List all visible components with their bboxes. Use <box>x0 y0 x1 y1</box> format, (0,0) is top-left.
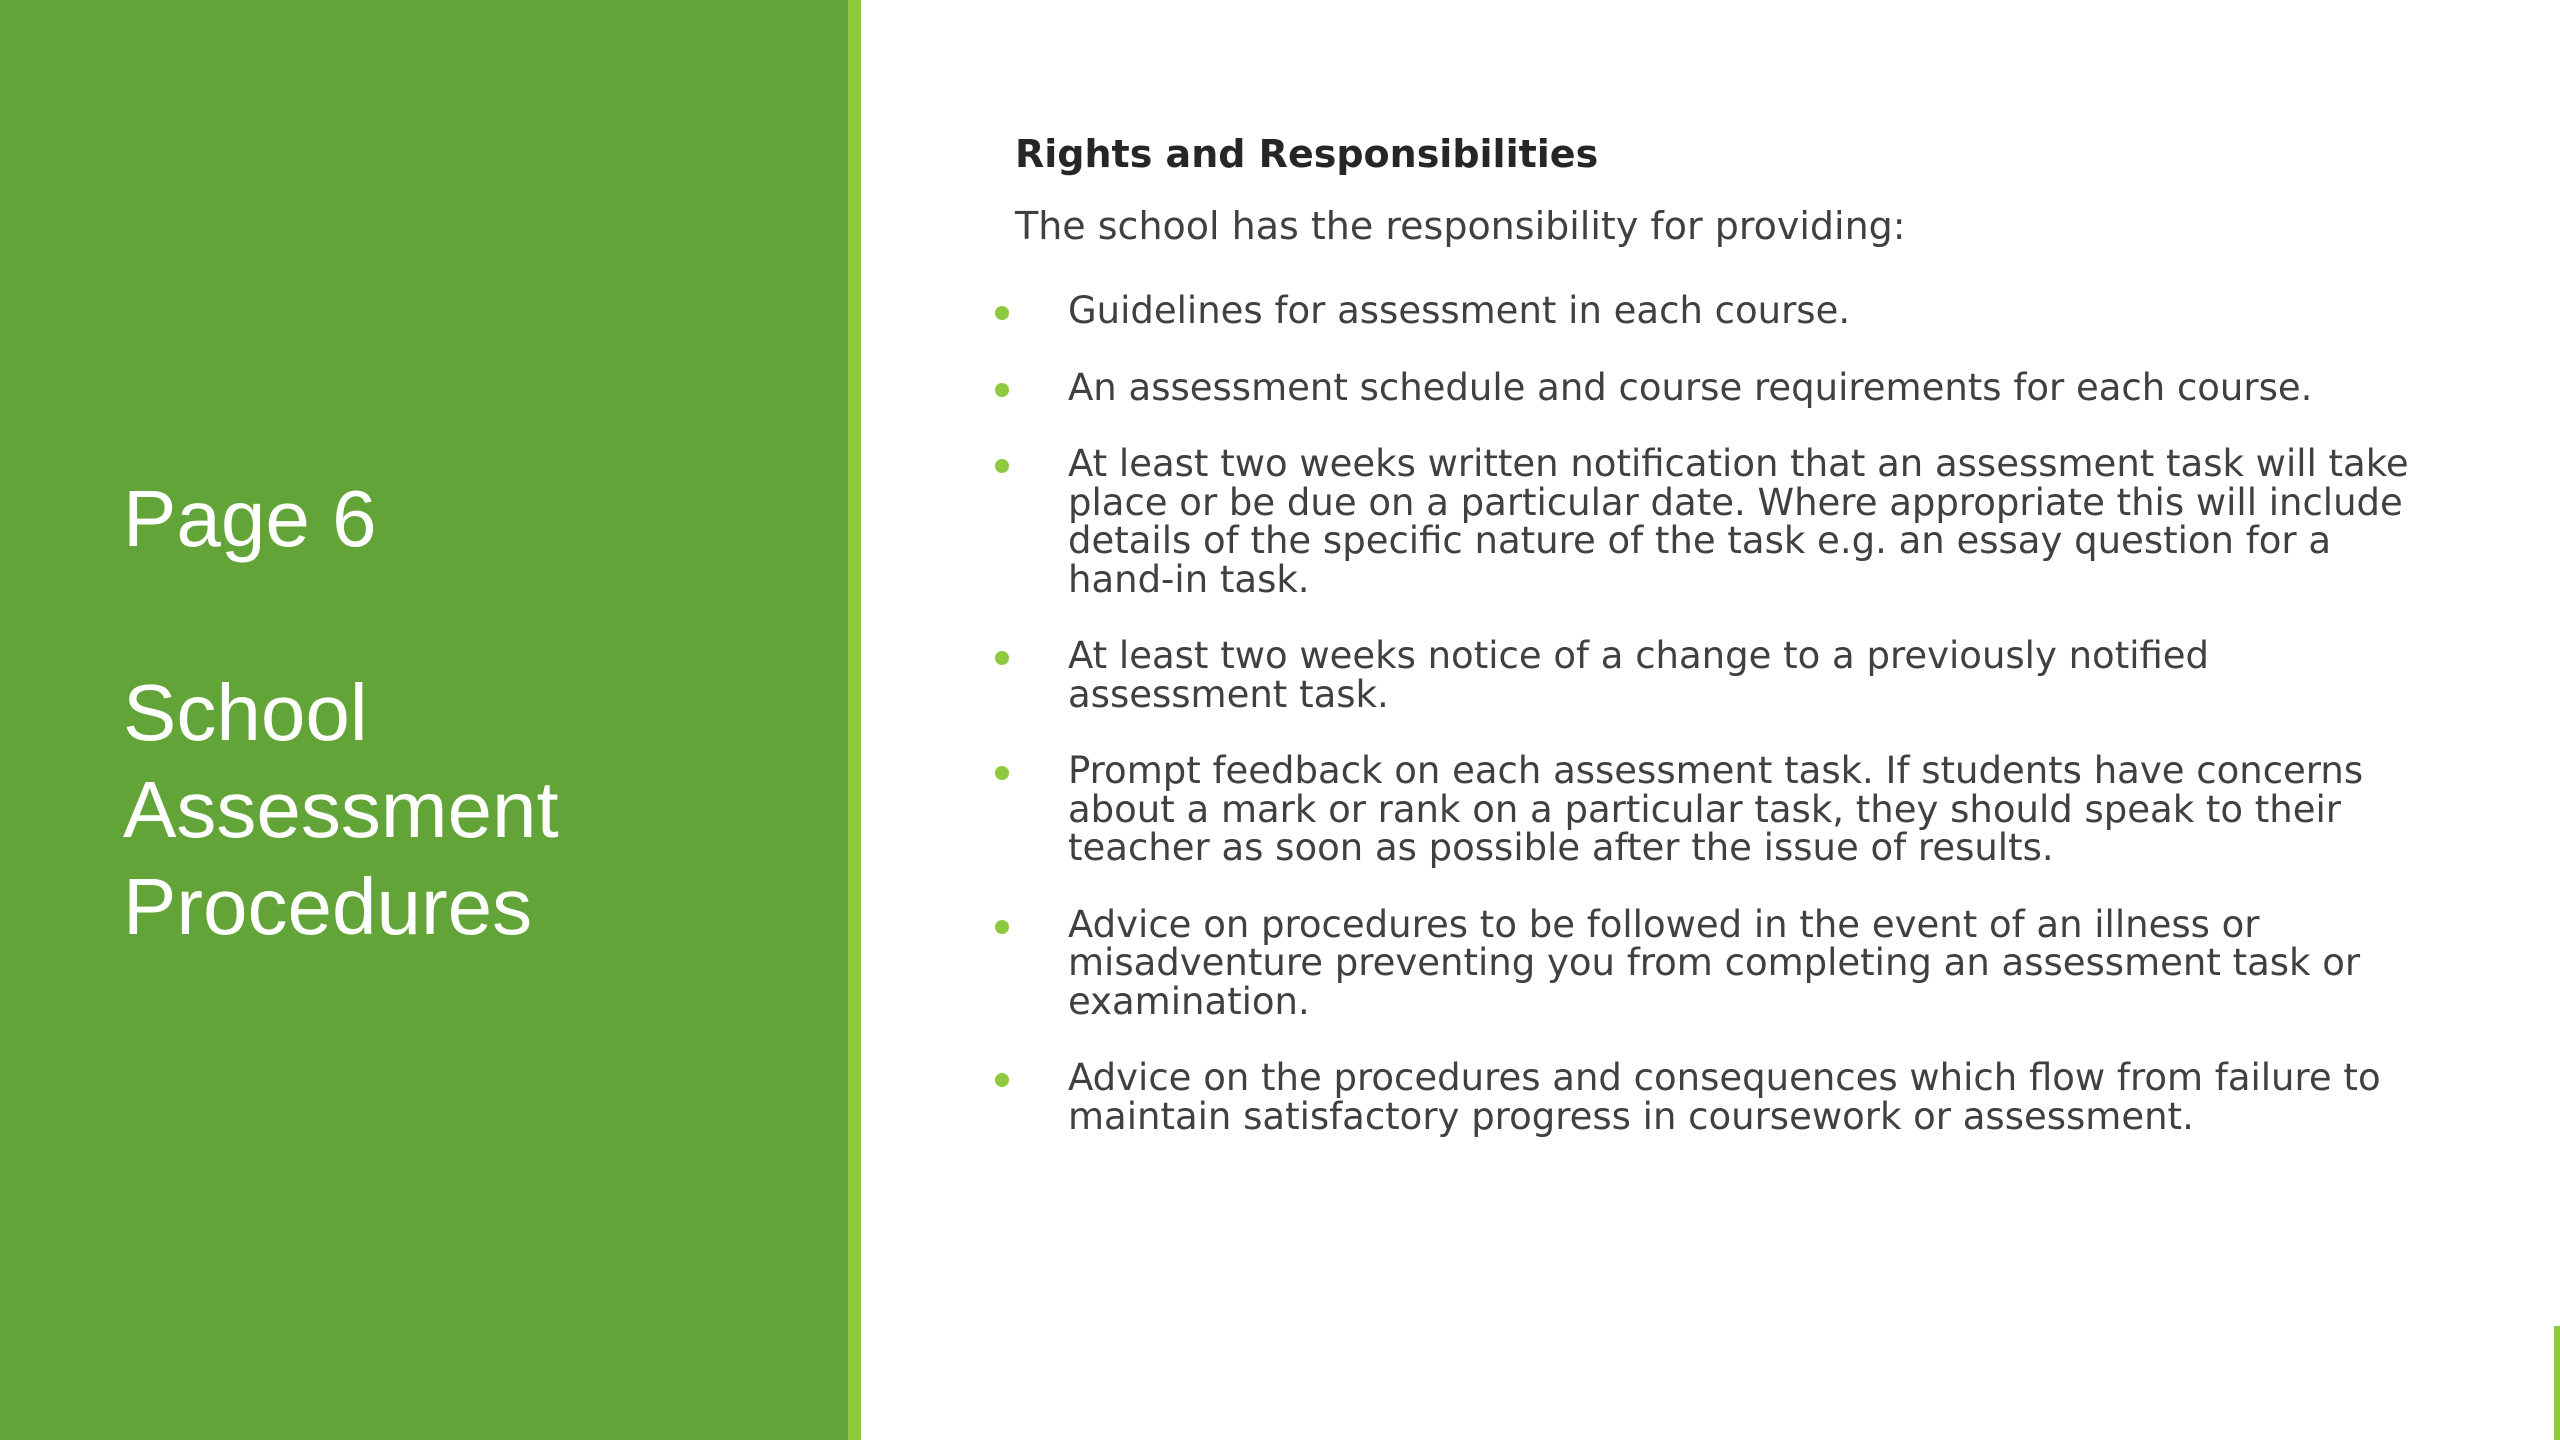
intro-text: The school has the responsibility for providing: <box>1015 204 1906 248</box>
bullet-dot-icon <box>995 651 1009 665</box>
accent-stripe <box>848 0 861 1440</box>
bullet-dot-icon <box>995 383 1009 397</box>
page-number-title: Page 6 <box>123 474 377 563</box>
corner-accent <box>2554 1326 2560 1440</box>
slide-title <box>123 470 823 955</box>
list-item-text: Guidelines for assessment in each course. <box>1068 289 1851 332</box>
bullet-dot-icon <box>995 920 1009 934</box>
bullet-dot-icon <box>995 1073 1009 1087</box>
list-item <box>995 365 2415 409</box>
list-item <box>995 442 2415 601</box>
list-item <box>995 902 2415 1023</box>
list-item-text: At least two weeks notice of a change to a previously notified assessment task. <box>1068 634 2210 716</box>
list-item-text: Prompt feedback on each assessment task. If students have concerns about a mark or rank on a particular task, they should speak to their teacher as soon as possible after the issue of results. <box>1068 749 2364 869</box>
bullet-dot-icon <box>995 459 1009 473</box>
bullet-dot-icon <box>995 766 1009 780</box>
list-item <box>995 634 2415 716</box>
title-line-school: School <box>123 668 368 757</box>
responsibilities-list <box>995 289 2415 1138</box>
list-item-text: Advice on the procedures and consequences which flow from failure to maintain satisfactory progress in coursework or assessment. <box>1068 1056 2381 1138</box>
list-item <box>995 749 2415 869</box>
list-item-text: An assessment schedule and course requirements for each course. <box>1068 365 2313 409</box>
content-area <box>1015 128 2415 1174</box>
list-item <box>995 1056 2415 1138</box>
title-line-assessment: Assessment <box>123 765 559 854</box>
bullet-dot-icon <box>995 306 1009 320</box>
title-line-procedures: Procedures <box>123 862 533 951</box>
list-item-text: Advice on procedures to be followed in the event of an illness or misadventure preventing you from completing an assessment task or examination. <box>1068 902 2361 1023</box>
title-panel <box>0 0 848 1440</box>
section-heading: Rights and Responsibilities <box>1015 132 1599 176</box>
list-item-text: At least two weeks written notification that an assessment task will take place or be due on a particular date. Where appropriate this will include details of the specific nature of the task e.g. an essay question for a hand-in task. <box>1068 442 2409 601</box>
list-item <box>995 289 2415 332</box>
